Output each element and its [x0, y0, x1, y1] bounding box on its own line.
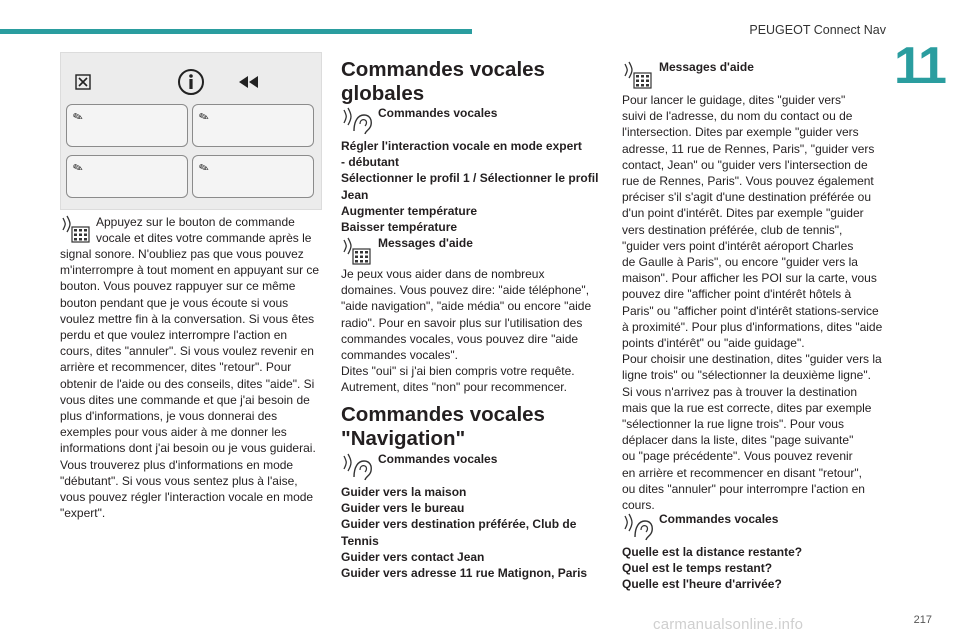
navigation-help-paragraph: Pour lancer le guidage, dites "guider vers" suivi de l'adresse, du nom du contact ou de l'intersection. Dites par exemple "guider vers adresse, 11 rue de Rennes, Paris", "guider vers contact, Jean" ou "guider vers l'intersection de rue de Rennes, Paris". Vous pouvez également préciser s'il s'agit d'une destination préférée ou d'un point d'intérêt. Dites par exemple "guider vers destination préférée, club de tennis", "guider vers point d'intérêt aéroport Charles de Gaulle à Paris", ou encore "guider vers la maison". Pour afficher les POI sur la carte, vous pouvez dire "afficher point d'intérêt hôtels à Paris" ou "afficher point d'intérêt stations-service à proximité". Pour plus d'informations, dites "aide points d'intérêt" ou "aide guidage". Pour choisir une destination, dites "guider vers la ligne trois" ou "sélectionner la deuxième ligne". Si vous n'arrivez pas à trouver la destination mais que la rue est correcte, dites par exemple "sélectionner la rue ligne trois". Pour vous déplacer dans la liste, dites "page suivante" ou "page précédente". Vous pouvez revenir en arrière et recommencer en disant "retour", ou dites "annuler" pour interrompre l'action en cours. — [622, 93, 883, 513]
help-paragraph-1: Je peux vous aider dans de nombreux domaines. Vous pouvez dire: "aide téléphone", "aide navigation", "aide média" ou encore "aide radio". Pour en savoir plus sur l'utilisation des commandes vocales, vous pouvez dire "aide commandes vocales". Dites "oui" si j'ai bien compris votre requête. Autrement, dites "non" pour recommencer. — [341, 267, 592, 395]
speech-icon — [341, 452, 375, 487]
navigation-command-list: Guider vers la maison Guider vers le bureau Guider vers destination préférée, Club de Tennis Guider vers contact Jean Guider vers adresse 11 rue Matignon, Paris — [341, 485, 588, 581]
chapter-number: 11 — [894, 37, 945, 95]
heading-navigation-commands: Commandes vocales "Navigation" — [341, 403, 545, 450]
heading-global-commands: Commandes vocales globales — [341, 58, 545, 105]
intro-line-2: vocale et dites votre commande après le — [96, 231, 312, 245]
global-command-list: Régler l'interaction vocale en mode expert - débutant Sélectionner le profil 1 / Sélectionner le profil Jean Augmenter température Baisser température — [341, 139, 599, 235]
preset-tile-3 — [66, 155, 188, 198]
pencil-icon: ✎ — [196, 159, 212, 177]
header-title: PEUGEOT Connect Nav — [749, 23, 886, 37]
trip-command-list: Quelle est la distance restante? Quel est le temps restant? Quelle est l'heure d'arrivée? — [622, 545, 803, 592]
voice-commands-title-1: Commandes vocales — [378, 106, 498, 120]
help-messages-title-2: Messages d'aide — [659, 60, 754, 74]
preset-tile-1 — [66, 104, 188, 147]
page-number: 217 — [913, 614, 932, 626]
rewind-icon — [231, 67, 267, 97]
voice-cancel-icon — [65, 67, 101, 97]
steering-controls-illustration — [60, 52, 322, 210]
info-icon — [173, 67, 209, 97]
preset-tile-2 — [192, 104, 314, 147]
voice-commands-title-2: Commandes vocales — [378, 452, 498, 466]
pencil-icon: ✎ — [196, 108, 212, 126]
help-messages-title-1: Messages d'aide — [378, 236, 473, 250]
intro-line-1: Appuyez sur le bouton de commande — [96, 215, 295, 229]
intro-paragraph: signal sonore. N'oubliez pas que vous pouvez m'interrompre à tout moment en appuyant sur ce bouton. Vous pouvez rappuyer sur ce même bouton pendant que je vous écoute si vous voulez mettre fin à la conversation. Si vous êtes perdu et que voulez interrompre l'action en cours, dites "annuler". Si vous voulez revenir en arrière et recommencer, dites "retour". Pour obtenir de l'aide ou des conseils, dites "aide". Si vous dites une commande et que j'ai besoin de plus d'informations, je vous donnerai des exemples pour vous aider à me donner les informations dont j'ai besoin ou je vous guiderai. Vous trouverez plus d'informations en mode "débutant". Si vous vous sentez plus à l'aise, vous pouvez régler l'interaction vocale en mode "expert". — [60, 247, 320, 521]
watermark: carmanualsonline.info — [653, 616, 804, 633]
speech-icon — [341, 106, 375, 141]
voice-button-icon — [60, 214, 92, 249]
voice-commands-title-3: Commandes vocales — [659, 512, 779, 526]
help-message-icon — [622, 60, 654, 95]
header-accent-bar — [0, 29, 472, 34]
preset-tile-4 — [192, 155, 314, 198]
pencil-icon: ✎ — [70, 108, 86, 126]
pencil-icon: ✎ — [70, 159, 86, 177]
speech-icon — [622, 512, 656, 547]
